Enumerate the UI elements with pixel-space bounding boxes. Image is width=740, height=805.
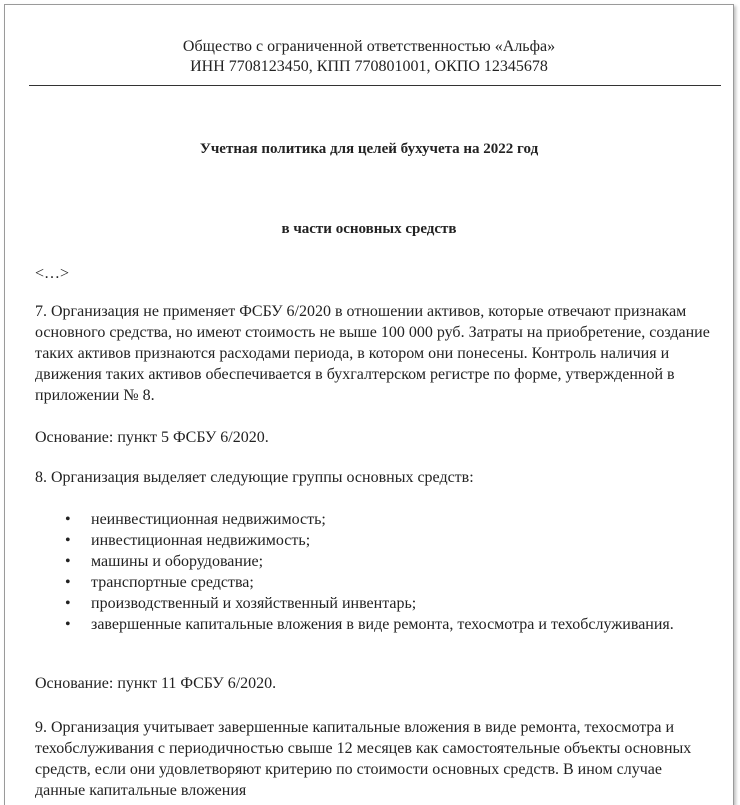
list-item: • производственный и хозяйственный инвентарь; [65,595,417,612]
paragraph-7: 7. Организация не применяет ФСБУ 6/2020 в отношении активов, которые отвечают признакам основного средства, но имеют стоимость не выше 100 000 руб. Затраты на приобретение, создание таких активов признаются расходами периода, в котором они понесены. Контроль наличия и движения таких активов обеспечивается в бухгалтерском регистре по форме, утвержденной в приложении № 8. [35,303,710,404]
header-divider [29,85,721,86]
omission-mark: <…> [35,265,70,282]
company-header [5,37,733,77]
asset-groups-list [35,509,740,635]
list-item: • завершенные капитальные вложения в виде ремонта, техосмотра и техобслуживания. [65,616,674,633]
paragraph-8: 8. Организация выделяет следующие группы основных средств: [35,469,474,486]
bullet-icon: • [65,595,71,612]
document-page [4,4,734,805]
bullet-icon: • [65,616,71,633]
paragraph-9: 9. Организация учитывает завершенные капитальные вложения в виде ремонта, техосмотра и техобслуживания с периодичностью свыше 12 месяцев как самостоятельные объекты основных средств, если они удовлетворяют критерию по стоимости основных средств. В ином случае данные капитальные вложения [35,719,692,799]
bullet-icon: • [65,511,71,528]
list-item: • машины и оборудование; [65,553,264,570]
list-item: • транспортные средства; [65,574,254,591]
basis-note-2: Основание: пункт 11 ФСБУ 6/2020. [35,675,277,692]
document-subtitle: в части основных средств [281,221,457,237]
document-title: Учетная политика для целей бухучета на 2022 год [199,141,539,157]
bullet-icon: • [65,532,71,549]
bullet-icon: • [65,553,71,570]
list-item: • неинвестиционная недвижимость; [65,511,326,528]
basis-note-1: Основание: пункт 5 ФСБУ 6/2020. [35,429,269,446]
list-item: • инвестиционная недвижимость; [65,532,311,549]
company-name: Общество с ограниченной ответственностью «Альфа» [182,38,556,55]
company-codes: ИНН 7708123450, КПП 770801001, ОКПО 12345678 [190,58,548,75]
bullet-icon: • [65,574,71,591]
